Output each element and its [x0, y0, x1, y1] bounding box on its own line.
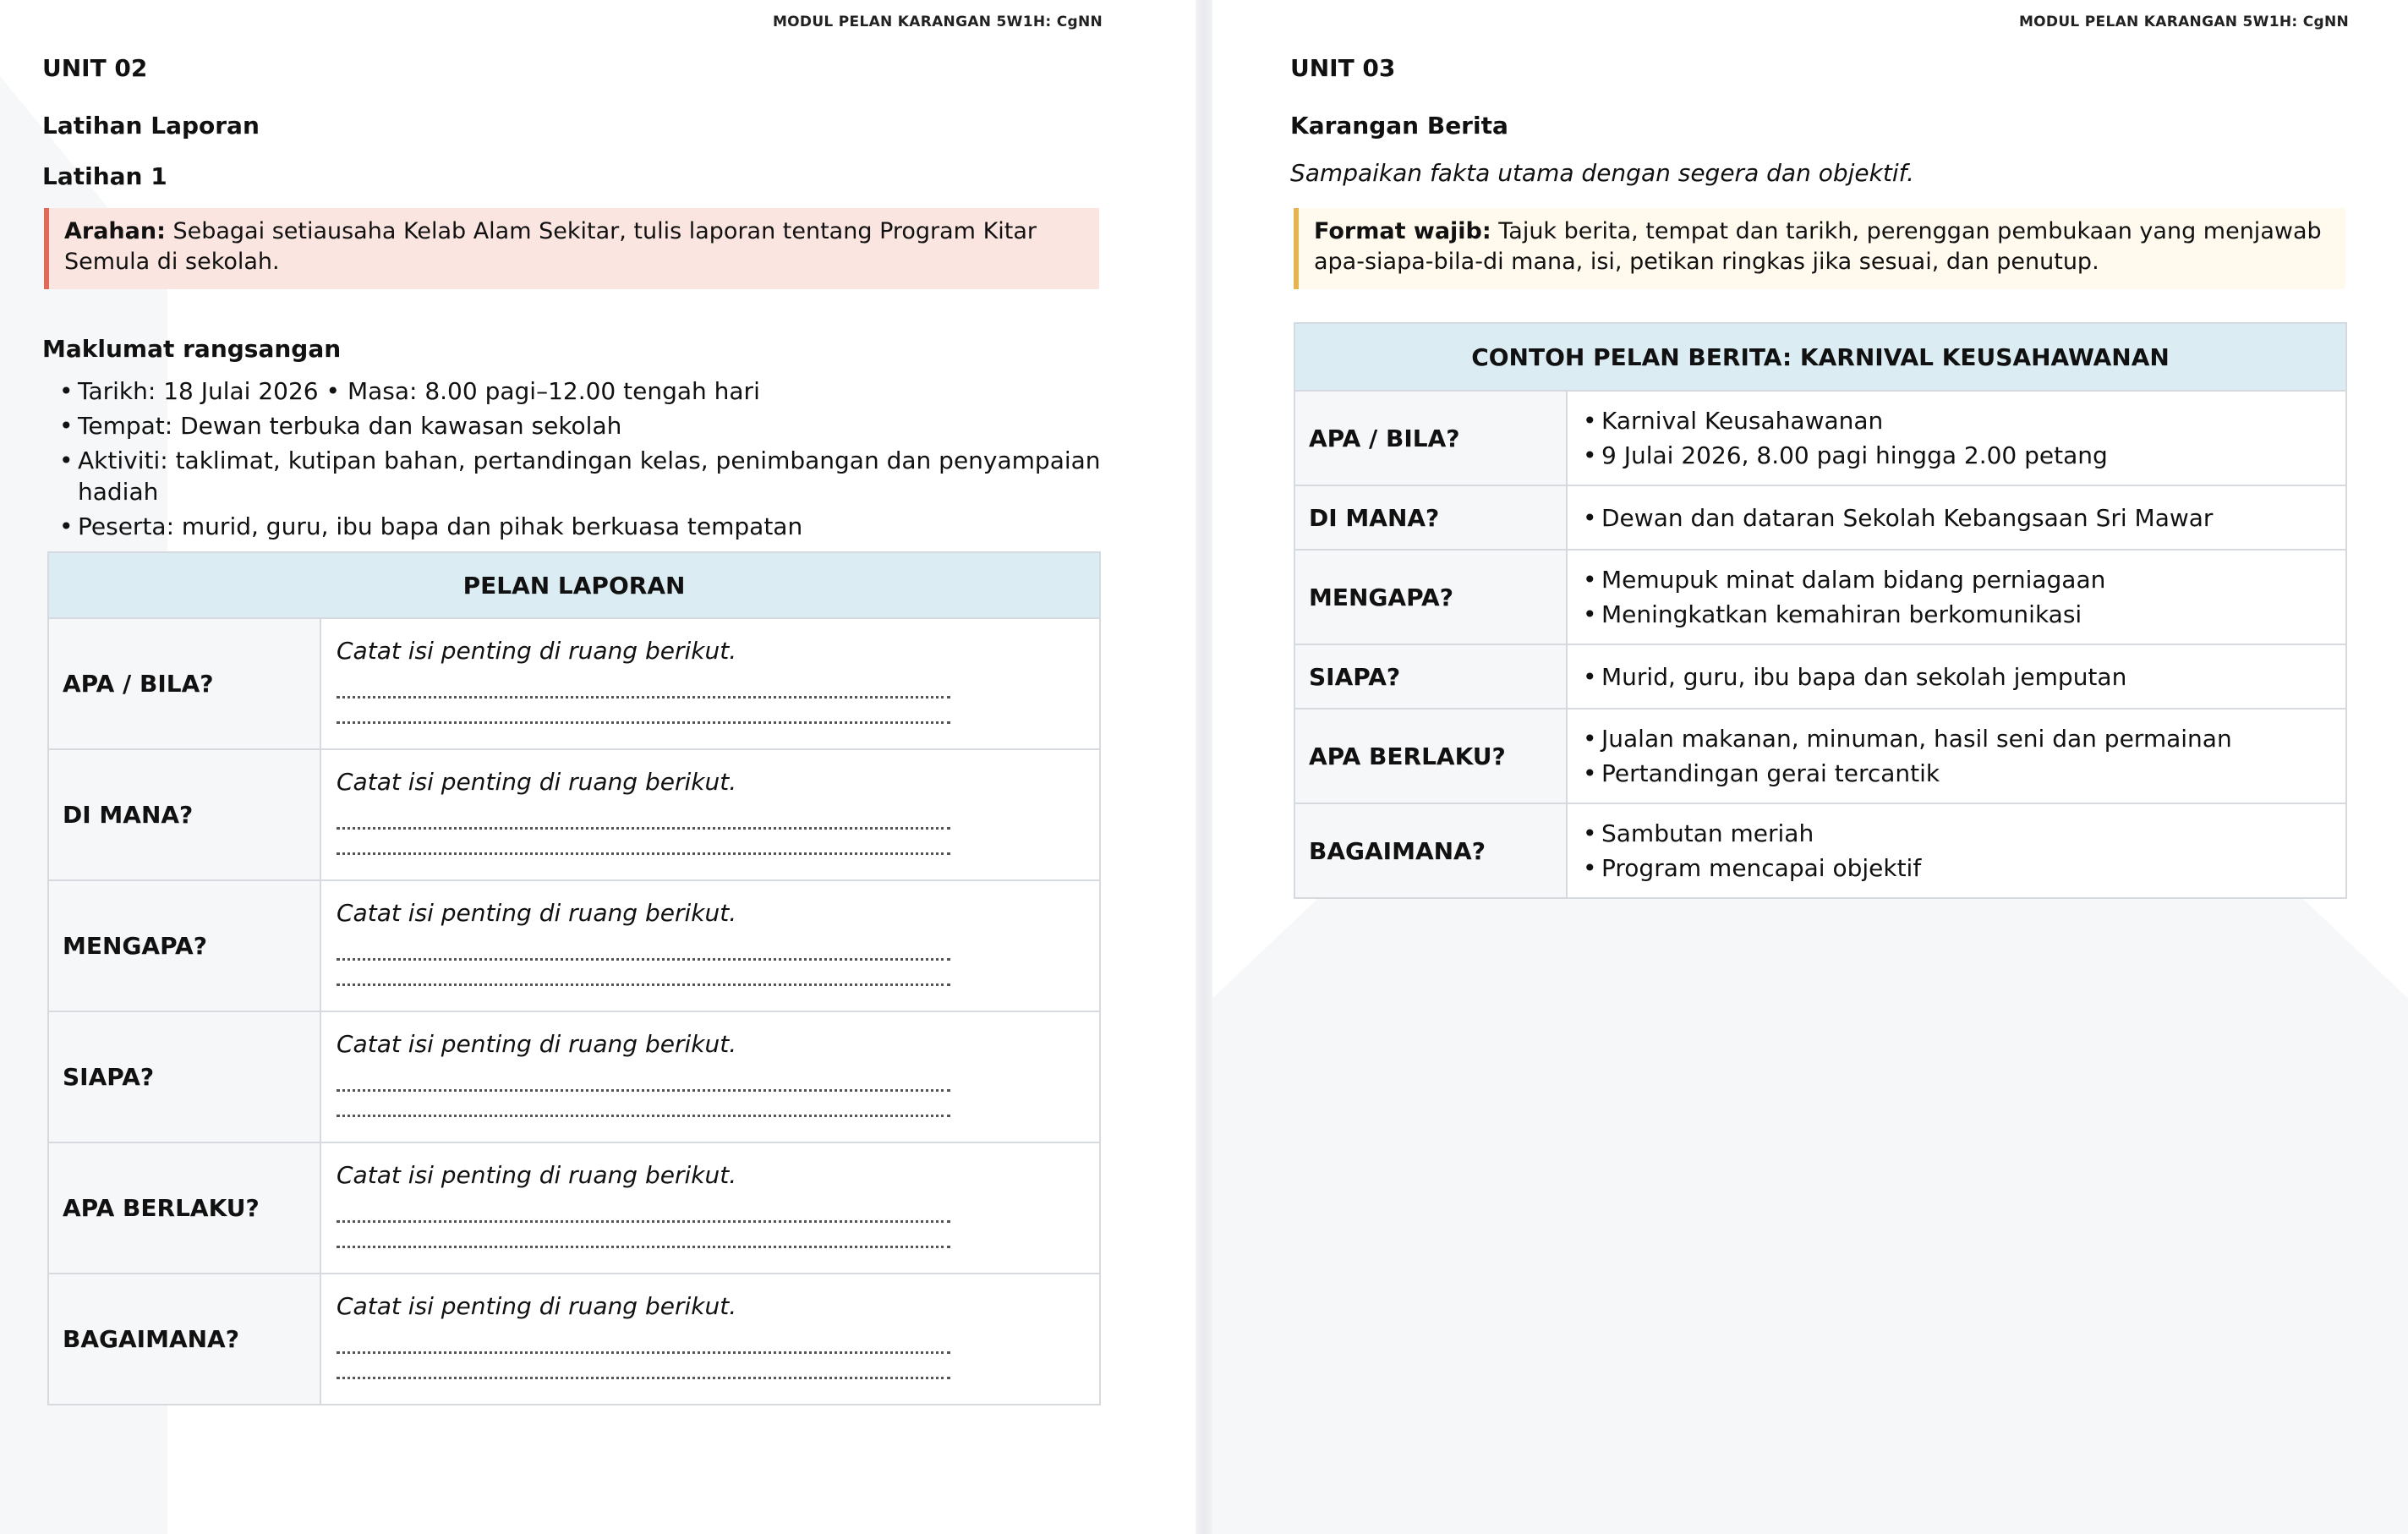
writing-line[interactable]: [337, 836, 950, 855]
instruction-label: Arahan:: [64, 218, 166, 244]
format-label: Format wajib:: [1314, 218, 1491, 244]
answer-cell: [1567, 803, 2346, 898]
question-cell: MENGAPA?: [48, 880, 320, 1011]
exercise-title: Latihan 1: [42, 162, 167, 190]
answer-cell[interactable]: [320, 1274, 1100, 1405]
writing-line[interactable]: [337, 1335, 950, 1354]
table-row: [48, 1274, 1100, 1405]
answer-item: • Pertandingan gerai tercantik: [1583, 756, 2345, 791]
question-cell: APA / BILA?: [1294, 391, 1567, 485]
format-callout: [1294, 208, 2345, 289]
table-row: [48, 880, 1100, 1011]
hint-text: Catat isi penting di ruang berikut.: [337, 899, 737, 927]
answer-cell[interactable]: [320, 1011, 1100, 1142]
page-gutter: [1196, 0, 1212, 1534]
hint-text: Catat isi penting di ruang berikut.: [337, 1030, 737, 1058]
page-right: [1212, 0, 2408, 1534]
table-row: [1294, 803, 2346, 898]
answer-item: • Karnival Keusahawanan: [1583, 403, 2345, 438]
question-cell: DI MANA?: [1294, 485, 1567, 550]
info-list: [59, 375, 1108, 545]
answer-cell[interactable]: [320, 618, 1100, 749]
example-table-header: CONTOH PELAN BERITA: KARNIVAL KEUSAHAWANAN: [1294, 323, 2346, 391]
question-cell: BAGAIMANA?: [1294, 803, 1567, 898]
page-left: [0, 0, 1196, 1534]
writing-line[interactable]: [337, 680, 950, 699]
answer-item: • 9 Julai 2026, 8.00 pagi hingga 2.00 petang: [1583, 438, 2345, 473]
answer-item: • Dewan dan dataran Sekolah Kebangsaan Sri Mawar: [1583, 501, 2345, 535]
instruction-text: Sebagai setiausaha Kelab Alam Sekitar, tulis laporan tentang Program Kitar Semula di sekolah.: [64, 218, 1037, 275]
info-item: • Tarikh: 18 Julai 2026 • Masa: 8.00 pagi–12.00 tengah hari: [59, 375, 1108, 407]
hint-text: Catat isi penting di ruang berikut.: [337, 1292, 737, 1320]
writing-line[interactable]: [337, 1204, 950, 1223]
hint-text: Catat isi penting di ruang berikut.: [337, 1161, 737, 1189]
answer-cell: [1567, 709, 2346, 803]
section-title: Latihan Laporan: [42, 112, 260, 140]
unit-label: UNIT 03: [1290, 54, 1396, 82]
hint-text: Catat isi penting di ruang berikut.: [337, 768, 737, 796]
table-row: [48, 749, 1100, 880]
question-cell: APA BERLAKU?: [48, 1142, 320, 1274]
table-row: [48, 1142, 1100, 1274]
writing-line[interactable]: [337, 967, 950, 986]
answer-cell: [1567, 391, 2346, 485]
question-cell: SIAPA?: [1294, 644, 1567, 709]
question-cell: DI MANA?: [48, 749, 320, 880]
writing-line[interactable]: [337, 1073, 950, 1092]
plan-table-header: PELAN LAPORAN: [48, 552, 1100, 618]
answer-cell[interactable]: [320, 749, 1100, 880]
writing-line[interactable]: [337, 705, 950, 724]
answer-item: • Jualan makanan, minuman, hasil seni dan permainan: [1583, 721, 2345, 756]
table-row: [1294, 485, 2346, 550]
question-cell: SIAPA?: [48, 1011, 320, 1142]
info-title: Maklumat rangsangan: [42, 335, 342, 363]
answer-cell: [1567, 485, 2346, 550]
answer-item: • Program mencapai objektif: [1583, 851, 2345, 885]
answer-item: • Murid, guru, ibu bapa dan sekolah jemputan: [1583, 660, 2345, 694]
hint-text: Catat isi penting di ruang berikut.: [337, 637, 737, 665]
question-cell: MENGAPA?: [1294, 550, 1567, 644]
info-item: • Tempat: Dewan terbuka dan kawasan sekolah: [59, 410, 1108, 441]
answer-cell: [1567, 644, 2346, 709]
lead-text: Sampaikan fakta utama dengan segera dan objektif.: [1290, 159, 1914, 187]
info-item: • Peserta: murid, guru, ibu bapa dan pihak berkuasa tempatan: [59, 511, 1108, 542]
writing-line[interactable]: [337, 1361, 950, 1379]
answer-cell[interactable]: [320, 1142, 1100, 1274]
instruction-callout: [44, 208, 1099, 289]
table-row: [1294, 709, 2346, 803]
format-text: Tajuk berita, tempat dan tarikh, perenggan pembukaan yang menjawab apa-siapa-bila-di mana, isi, petikan ringkas jika sesuai, dan penutup.: [1314, 218, 2322, 275]
plan-table: [47, 551, 1101, 1405]
answer-item: • Sambutan meriah: [1583, 816, 2345, 851]
question-cell: BAGAIMANA?: [48, 1274, 320, 1405]
example-table: [1294, 322, 2347, 899]
info-item: • Aktiviti: taklimat, kutipan bahan, pertandingan kelas, penimbangan dan penyampaian hadiah: [59, 445, 1108, 507]
question-cell: APA / BILA?: [48, 618, 320, 749]
table-row: [1294, 644, 2346, 709]
writing-line[interactable]: [337, 1098, 950, 1117]
table-row: [48, 1011, 1100, 1142]
unit-label: UNIT 02: [42, 54, 148, 82]
answer-cell[interactable]: [320, 880, 1100, 1011]
writing-line[interactable]: [337, 811, 950, 830]
answer-item: • Memupuk minat dalam bidang perniagaan: [1583, 562, 2345, 597]
answer-item: • Meningkatkan kemahiran berkomunikasi: [1583, 597, 2345, 632]
writing-line[interactable]: [337, 942, 950, 961]
table-row: [1294, 550, 2346, 644]
table-row: [1294, 391, 2346, 485]
question-cell: APA BERLAKU?: [1294, 709, 1567, 803]
table-row: [48, 618, 1100, 749]
answer-cell: [1567, 550, 2346, 644]
section-title: Karangan Berita: [1290, 112, 1508, 140]
running-head: MODUL PELAN KARANGAN 5W1H: CgNN: [2018, 14, 2349, 30]
writing-line[interactable]: [337, 1230, 950, 1248]
running-head: MODUL PELAN KARANGAN 5W1H: CgNN: [772, 14, 1103, 30]
